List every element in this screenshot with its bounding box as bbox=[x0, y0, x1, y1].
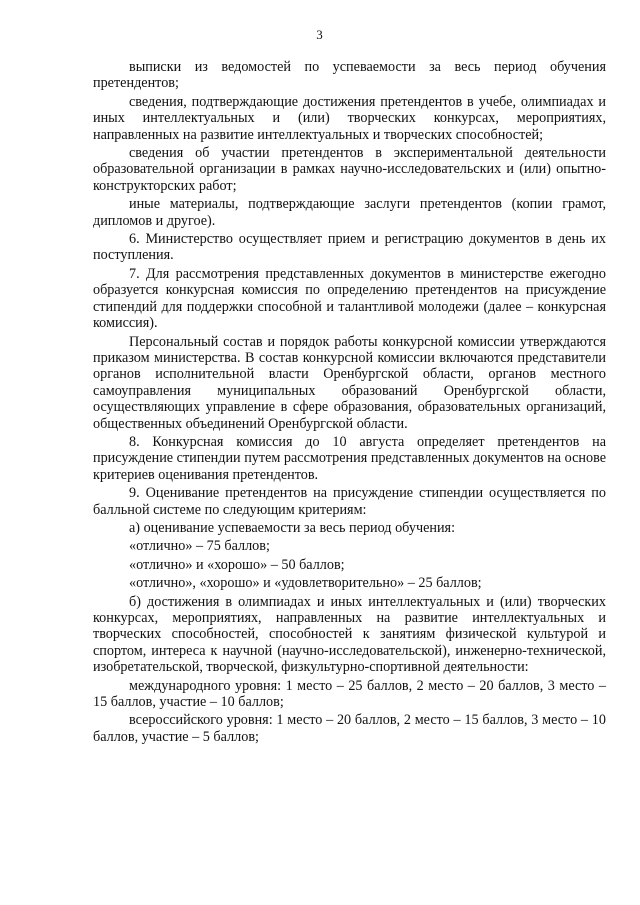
paragraph-12: «отлично» и «хорошо» – 50 баллов; bbox=[129, 556, 345, 573]
paragraph-5: 6. Министерство осуществляет прием и регистрацию документов в день их поступления. bbox=[93, 231, 606, 264]
paragraph-11: «отлично» – 75 баллов; bbox=[129, 538, 270, 555]
paragraph-6: 7. Для рассмотрения представленных документов в министерстве ежегодно образуется конкурсная комиссия по определению претендентов на присуждение стипендий для поддержки способной и талантливой молодежи (далее – конкурсная комиссия). bbox=[93, 265, 606, 332]
paragraph-13: «отлично», «хорошо» и «удовлетворительно» – 25 баллов; bbox=[129, 575, 482, 592]
paragraph-2: сведения, подтверждающие достижения претендентов в учебе, олимпиадах и иных интеллектуальных и (или) творческих конкурсах, мероприятиях, направленных на развитие интеллектуальных и творческих способностей; bbox=[93, 93, 606, 143]
paragraph-14: б) достижения в олимпиадах и иных интеллектуальных и (или) творческих конкурсах, мероприятиях, направленных на развитие интеллектуальных и творческих способностей, способностей к занятиям физической культурой и спортом, интереса к научной (научно-исследовательской), инженерно-технической, изобретательской, творческой, физкультурно-спортивной деятельности: bbox=[93, 593, 606, 676]
paragraph-1: выписки из ведомостей по успеваемости за весь период обучения претендентов; bbox=[93, 59, 606, 92]
paragraph-8: 8. Конкурсная комиссия до 10 августа определяет претендентов на присуждение стипендии путем рассмотрения представленных документов на основе критериев оценивания претендентов. bbox=[93, 433, 606, 483]
paragraph-4: иные материалы, подтверждающие заслуги претендентов (копии грамот, дипломов и другое). bbox=[93, 196, 606, 229]
page-number: 3 bbox=[316, 27, 323, 42]
paragraph-15: международного уровня: 1 место – 25 баллов, 2 место – 20 баллов, 3 место – 15 баллов, участие – 10 баллов; bbox=[93, 677, 606, 711]
paragraph-9: 9. Оценивание претендентов на присуждение стипендии осуществляется по балльной системе по следующим критериям: bbox=[93, 485, 606, 518]
paragraph-16: всероссийского уровня: 1 место – 20 баллов, 2 место – 15 баллов, 3 место – 10 баллов, участие – 5 баллов; bbox=[93, 712, 606, 745]
paragraph-10: а) оценивание успеваемости за весь период обучения: bbox=[129, 519, 456, 536]
paragraph-7: Персональный состав и порядок работы конкурсной комиссии утверждаются приказом министерства. В состав конкурсной комиссии включаются представители органов исполнительной власти Оренбургской области, органов местного самоуправления муниципальных образований Оренбургской области, осуществляющих управление в сфере образования, образовательных организаций, общественных объединений Оренбургской области. bbox=[93, 333, 606, 432]
paragraph-3: сведения об участии претендентов в экспериментальной деятельности образовательной организации в рамках научно-исследовательских и (или) опытно-конструкторских работ; bbox=[93, 145, 606, 194]
